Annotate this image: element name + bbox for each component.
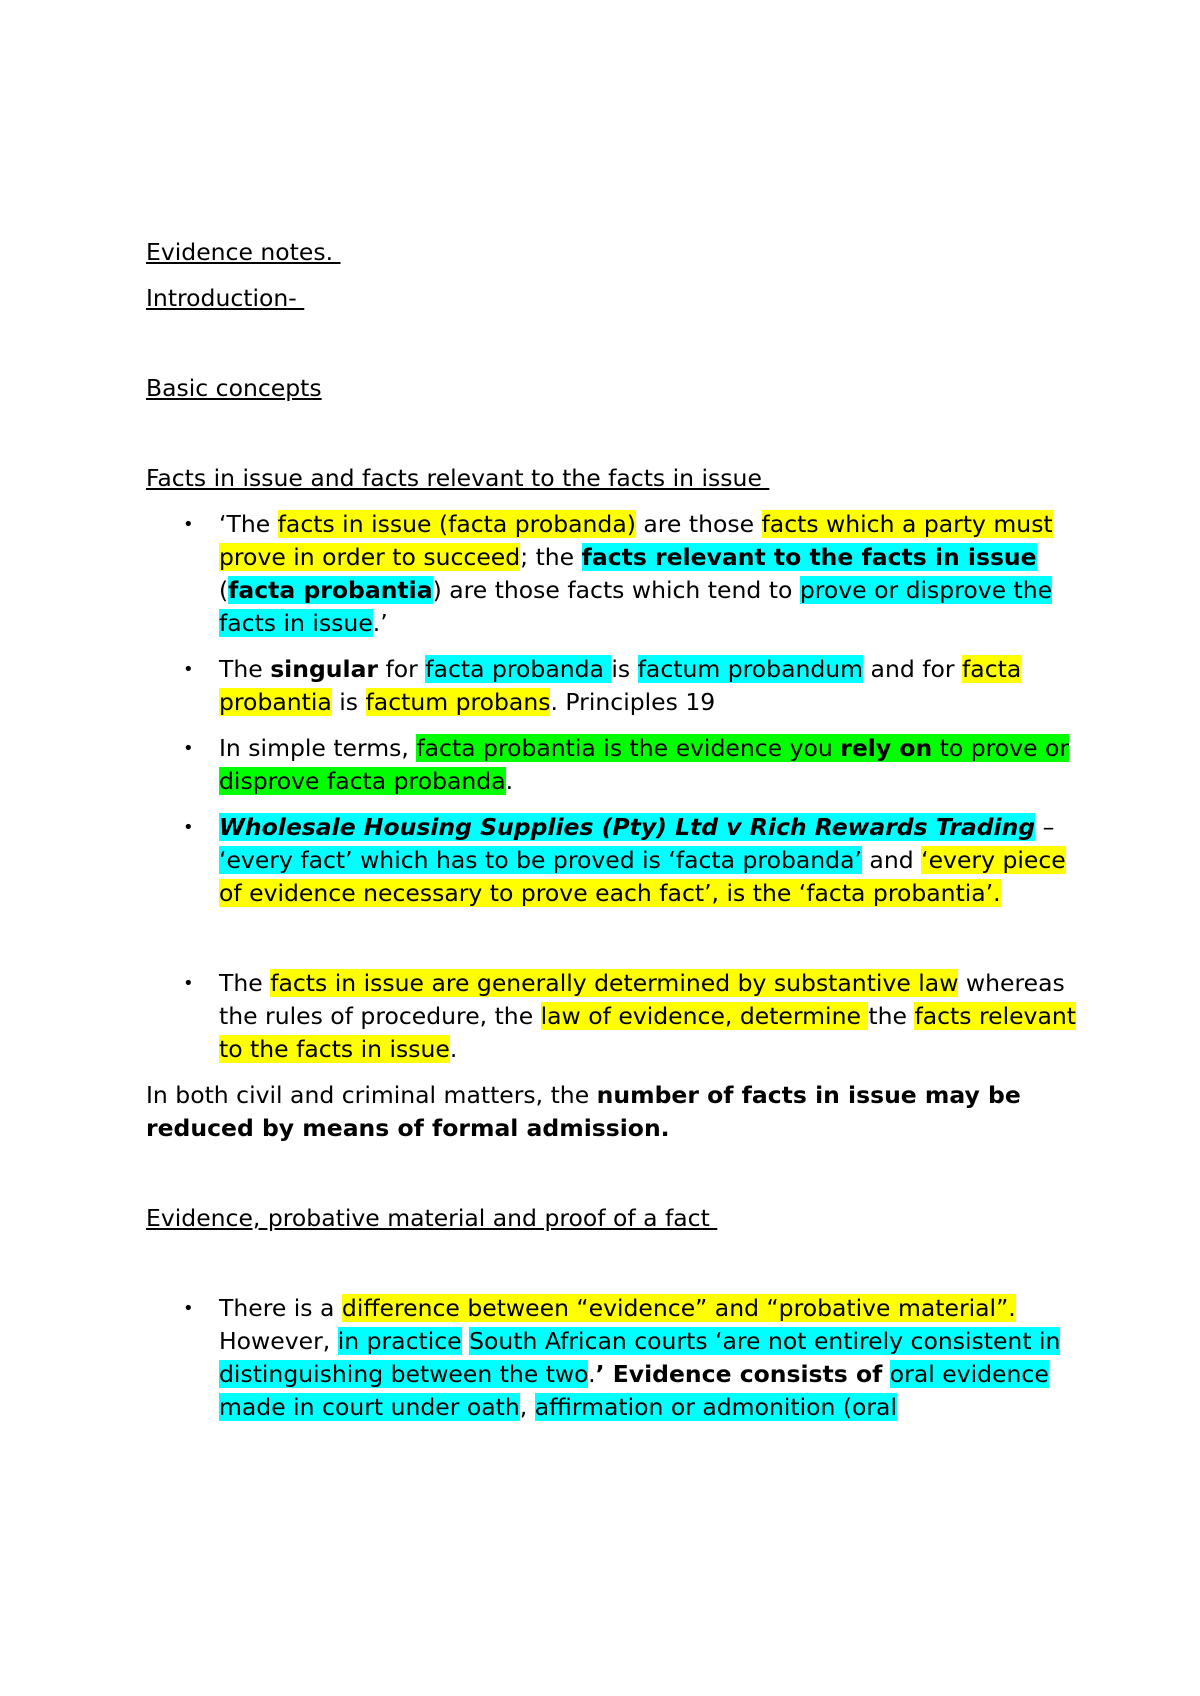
case-name: Wholesale Housing Supplies (Pty) Ltd v Rich Rewards Trading: [219, 813, 1036, 841]
bullet-icon: •: [183, 514, 194, 535]
highlight: in practice: [337, 1327, 462, 1355]
highlight: facts relevant to the facts in issue: [219, 1002, 1076, 1063]
highlight: difference between “evidence” and “probative material”.: [341, 1294, 1016, 1322]
highlight: factum probans: [365, 688, 551, 716]
bullet-icon: •: [183, 973, 194, 994]
formal-admission-paragraph: In both civil and criminal matters, the number of facts in issue may be reduced by means of formal admission.: [146, 1081, 1021, 1142]
list-item: • There is a difference between “evidence” and “probative material”. However, in practice South African courts ‘are not entirely consistent in distinguishing between the two.’ Evidence consists of oral evidence made in court under oath, affirmation or admonition (oral: [183, 1294, 1061, 1421]
highlight: prove or disprove the facts in issue: [219, 576, 1053, 637]
highlight: oral evidence made in court under oath: [219, 1360, 1049, 1421]
highlight: law of evidence, determine: [540, 1002, 869, 1030]
highlight-bold: facta probantia: [228, 576, 433, 604]
highlight: facts in issue (facta probanda): [277, 510, 636, 538]
bullet-icon: •: [183, 659, 194, 680]
list-item: • Wholesale Housing Supplies (Pty) Ltd v Rich Rewards Trading – ‘every fact’ which has to be proved is ‘facta probanda’ and ‘every piece of evidence necessary to prove each fact’, is the ‘facta probantia’.: [183, 813, 1066, 907]
bullet-icon: •: [183, 1298, 194, 1319]
highlight-bold: rely on: [840, 734, 933, 762]
highlight: South African courts ‘are not entirely consistent in distinguishing between the two: [219, 1327, 1061, 1388]
document-page: [146, 236, 1076, 1424]
facts-bullet-list: [146, 508, 1076, 1066]
introduction-heading: Introduction-: [146, 284, 305, 312]
evidence-bullet-list: [146, 1292, 1076, 1424]
bullet-icon: •: [183, 738, 194, 759]
highlight: facts which a party must prove in order to succeed: [219, 510, 1053, 571]
bullet-icon: •: [183, 817, 194, 838]
highlight: affirmation or admonition (oral: [534, 1393, 897, 1421]
list-item: • The facts in issue are generally determined by substantive law whereas the rules of procedure, the law of evidence, determine the facts relevant to the facts in issue.: [183, 969, 1076, 1063]
highlight: ‘every piece of evidence necessary to prove each fact’, is the ‘facta probantia’.: [219, 846, 1066, 907]
evidence-probative-heading: Evidence, probative material and proof of a fact: [146, 1204, 718, 1232]
highlight: facta probantia is the evidence you: [416, 734, 841, 762]
list-item: • In simple terms, facta probantia is the evidence you rely on to prove or disprove facta probanda.: [183, 734, 1070, 795]
highlight: facta probantia: [219, 655, 1022, 716]
facts-in-issue-heading: Facts in issue and facts relevant to the facts in issue: [146, 464, 770, 492]
basic-concepts-heading: Basic concepts: [146, 374, 322, 402]
highlight: factum probandum: [637, 655, 864, 683]
highlight: ‘every fact’ which has to be proved is ‘facta probanda’: [219, 846, 862, 874]
highlight-bold: facts relevant to the facts in issue: [581, 543, 1037, 571]
list-item: • The singular for facta probanda is factum probandum and for facta probantia is factum probans. Principles 19: [183, 655, 1022, 716]
highlight: to prove or disprove facta probanda: [219, 734, 1070, 795]
list-item: • ‘The facts in issue (facta probanda) are those facts which a party must prove in order to succeed; the facts relevant to the facts in issue (facta probantia) are those facts which tend to prove or disprove the facts in issue.’: [183, 510, 1053, 637]
highlight: facts in issue are generally determined by substantive law: [270, 969, 959, 997]
highlight: facta probanda: [425, 655, 612, 683]
document-title: Evidence notes.: [146, 238, 341, 266]
